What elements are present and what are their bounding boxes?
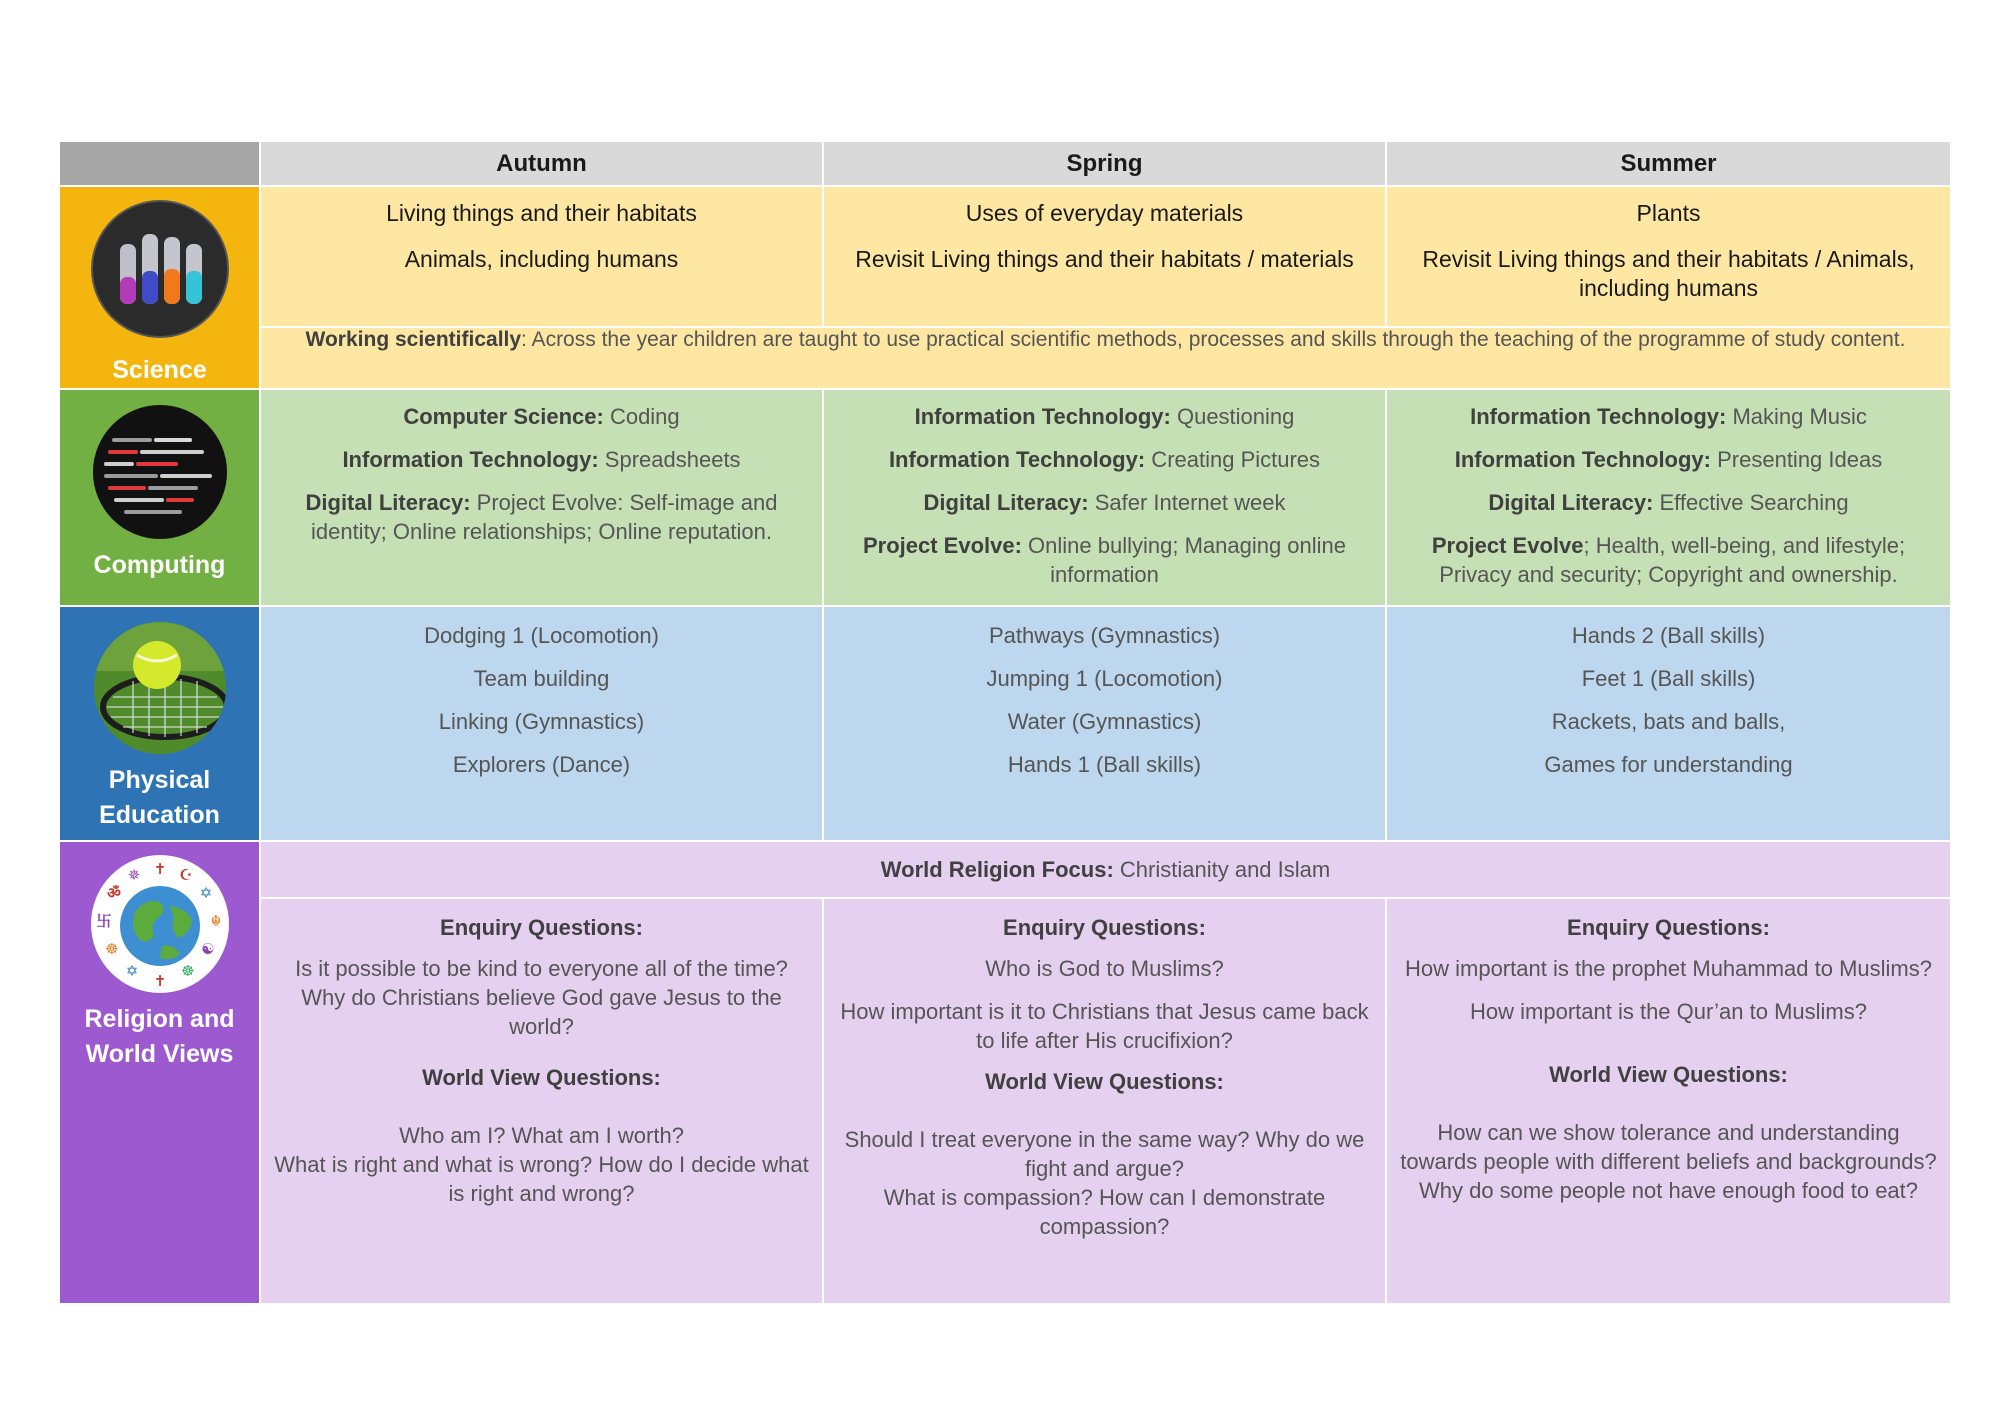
svg-text:☸: ☸ xyxy=(104,940,119,958)
computing-autumn-cell xyxy=(260,389,823,606)
pe-summer-cell xyxy=(1386,606,1951,841)
pe-label-line2: Education xyxy=(99,801,220,829)
item-text: Effective Searching xyxy=(1653,490,1849,515)
re-summer-cell xyxy=(1386,898,1951,1304)
tennis-racket-ball-icon xyxy=(93,621,227,755)
enquiry-question: Who is God to Muslims? xyxy=(985,956,1224,981)
pe-spring-cell xyxy=(823,606,1386,841)
enquiry-question: How important is the prophet Muhammad to Muslims? xyxy=(1405,956,1932,981)
computing-item xyxy=(836,402,1373,431)
computing-item xyxy=(273,402,810,431)
term-header-spring: Spring xyxy=(823,141,1386,186)
computing-item xyxy=(1399,531,1938,589)
computing-item xyxy=(273,445,810,474)
item-text: Project Evolve: Self-image and identity; Online relationships; Online reputation. xyxy=(310,490,778,544)
pe-unit: Dodging 1 (Locomotion) xyxy=(424,623,659,648)
curriculum-table xyxy=(58,140,1952,1305)
science-topic: Uses of everyday materials xyxy=(965,200,1244,226)
svg-text:☸: ☸ xyxy=(180,962,195,980)
item-text: Creating Pictures xyxy=(1145,447,1321,472)
item-label: Information Technology: xyxy=(914,404,1171,429)
world-religions-globe-icon xyxy=(90,854,230,994)
enquiry-question: How important is it to Christians that Jesus came back to life after His crucifixion? xyxy=(840,999,1369,1053)
svg-text:ॐ: ॐ xyxy=(106,884,121,902)
re-autumn-cell xyxy=(260,898,823,1304)
pe-subject-cell xyxy=(59,606,260,841)
item-label: Project Evolve: xyxy=(862,533,1022,558)
computing-item xyxy=(836,531,1373,589)
term-header-autumn: Autumn xyxy=(260,141,823,186)
re-spring-cell xyxy=(823,898,1386,1304)
re-label-line2: World Views xyxy=(85,1040,234,1068)
pe-unit: Feet 1 (Ball skills) xyxy=(1581,666,1756,691)
item-text: Coding xyxy=(603,404,680,429)
world-religion-focus xyxy=(260,841,1951,898)
corner-cell xyxy=(59,141,260,186)
note-label: Working scientifically xyxy=(305,328,522,352)
worldview-question: What is compassion? How can I demonstrate compassion? xyxy=(883,1185,1326,1239)
item-label: Digital Literacy: xyxy=(305,490,471,515)
worldview-question: How can we show tolerance and understanding towards people with different beliefs and backgrounds? xyxy=(1400,1120,1937,1174)
item-label: Project Evolve xyxy=(1431,533,1584,558)
science-summer-cell xyxy=(1386,186,1951,327)
focus-text: Christianity and Islam xyxy=(1113,856,1331,882)
worldview-question: What is right and what is wrong? How do I decide what is right and wrong? xyxy=(274,1152,809,1206)
science-subject-cell xyxy=(59,186,260,389)
pe-unit: Linking (Gymnastics) xyxy=(438,709,645,734)
item-text: Making Music xyxy=(1726,404,1867,429)
term-header-summer: Summer xyxy=(1386,141,1951,186)
svg-text:☪: ☪ xyxy=(178,866,193,884)
svg-text:卐: 卐 xyxy=(95,912,112,930)
science-row xyxy=(59,186,1951,327)
worldview-question: Who am I? What am I worth? xyxy=(399,1123,684,1148)
science-note-row xyxy=(59,327,1951,389)
svg-text:✡: ✡ xyxy=(125,962,138,980)
svg-text:✡: ✡ xyxy=(199,884,212,902)
pe-unit: Explorers (Dance) xyxy=(452,752,631,777)
pe-unit: Rackets, bats and balls, xyxy=(1551,709,1786,734)
science-spring-cell xyxy=(823,186,1386,327)
item-text: Presenting Ideas xyxy=(1711,447,1883,472)
computing-label: Computing xyxy=(93,551,226,579)
science-topic: Revisit Living things and their habitats / Animals, including humans xyxy=(1422,246,1915,301)
note-text: : Across the year children are taught to use practical scientific methods, processes and skills through the teaching of the programme of study content. xyxy=(521,328,1906,352)
science-label: Science xyxy=(112,356,207,384)
working-scientifically-note xyxy=(260,327,1951,389)
pe-unit: Team building xyxy=(473,666,610,691)
computing-row xyxy=(59,389,1951,606)
item-text: Online bullying; Managing online information xyxy=(1021,533,1347,587)
item-label: Digital Literacy: xyxy=(923,490,1089,515)
item-label: Computer Science: xyxy=(403,404,604,429)
science-topic: Living things and their habitats xyxy=(386,200,697,226)
re-focus-row xyxy=(59,841,1951,898)
svg-text:☬: ☬ xyxy=(210,912,221,930)
computing-item xyxy=(836,445,1373,474)
item-text: Questioning xyxy=(1170,404,1295,429)
worldview-question: Should I treat everyone in the same way? Why do we fight and argue? xyxy=(844,1127,1365,1181)
pe-unit: Jumping 1 (Locomotion) xyxy=(986,666,1223,691)
pe-autumn-cell xyxy=(260,606,823,841)
worldview-heading: World View Questions: xyxy=(422,1065,661,1090)
science-autumn-cell xyxy=(260,186,823,327)
computing-item xyxy=(273,488,810,546)
item-label: Information Technology: xyxy=(1470,404,1727,429)
enquiry-heading: Enquiry Questions: xyxy=(1567,915,1770,940)
svg-text:✵: ✵ xyxy=(127,866,140,884)
svg-text:✝: ✝ xyxy=(153,860,166,878)
pe-label-line1: Physical xyxy=(108,766,211,794)
computing-subject-cell xyxy=(59,389,260,606)
enquiry-question: Is it possible to be kind to everyone all of the time? Why do Christians believe God gave Jesus to the world? xyxy=(295,956,788,1039)
item-text: ; Health, well-being, and lifestyle; Privacy and security; Copyright and ownership. xyxy=(1439,533,1906,587)
science-topic: Revisit Living things and their habitats / materials xyxy=(855,246,1354,272)
svg-text:☯: ☯ xyxy=(200,940,215,958)
pe-row xyxy=(59,606,1951,841)
pe-unit: Hands 2 (Ball skills) xyxy=(1571,623,1766,648)
item-label: Digital Literacy: xyxy=(1488,490,1654,515)
computing-spring-cell xyxy=(823,389,1386,606)
enquiry-heading: Enquiry Questions: xyxy=(440,915,643,940)
item-text: Safer Internet week xyxy=(1088,490,1286,515)
re-label-line1: Religion and xyxy=(84,1005,235,1033)
science-topic: Plants xyxy=(1636,200,1701,226)
focus-label: World Religion Focus: xyxy=(880,856,1114,882)
computing-item xyxy=(1399,402,1938,431)
pe-unit: Hands 1 (Ball skills) xyxy=(1007,752,1202,777)
worldview-heading: World View Questions: xyxy=(1549,1062,1788,1087)
test-tubes-icon xyxy=(90,199,230,339)
pe-unit: Games for understanding xyxy=(1544,752,1793,777)
re-subject-cell xyxy=(59,841,260,1304)
pe-unit: Pathways (Gymnastics) xyxy=(988,623,1221,648)
computing-item xyxy=(1399,445,1938,474)
item-label: Information Technology: xyxy=(342,447,599,472)
enquiry-question: How important is the Qur’an to Muslims? xyxy=(1470,999,1867,1024)
worldview-heading: World View Questions: xyxy=(985,1069,1224,1094)
enquiry-heading: Enquiry Questions: xyxy=(1003,915,1206,940)
svg-text:✝: ✝ xyxy=(153,972,166,990)
code-screen-icon xyxy=(92,404,228,540)
item-text: Spreadsheets xyxy=(598,447,741,472)
computing-summer-cell xyxy=(1386,389,1951,606)
pe-unit: Water (Gymnastics) xyxy=(1007,709,1202,734)
re-questions-row xyxy=(59,898,1951,1304)
science-topic: Animals, including humans xyxy=(404,246,679,272)
worldview-question: Why do some people not have enough food to eat? xyxy=(1418,1178,1919,1203)
item-label: Information Technology: xyxy=(888,447,1146,472)
computing-item xyxy=(836,488,1373,517)
item-label: Information Technology: xyxy=(1454,447,1711,472)
computing-item xyxy=(1399,488,1938,517)
header-row xyxy=(59,141,1951,186)
